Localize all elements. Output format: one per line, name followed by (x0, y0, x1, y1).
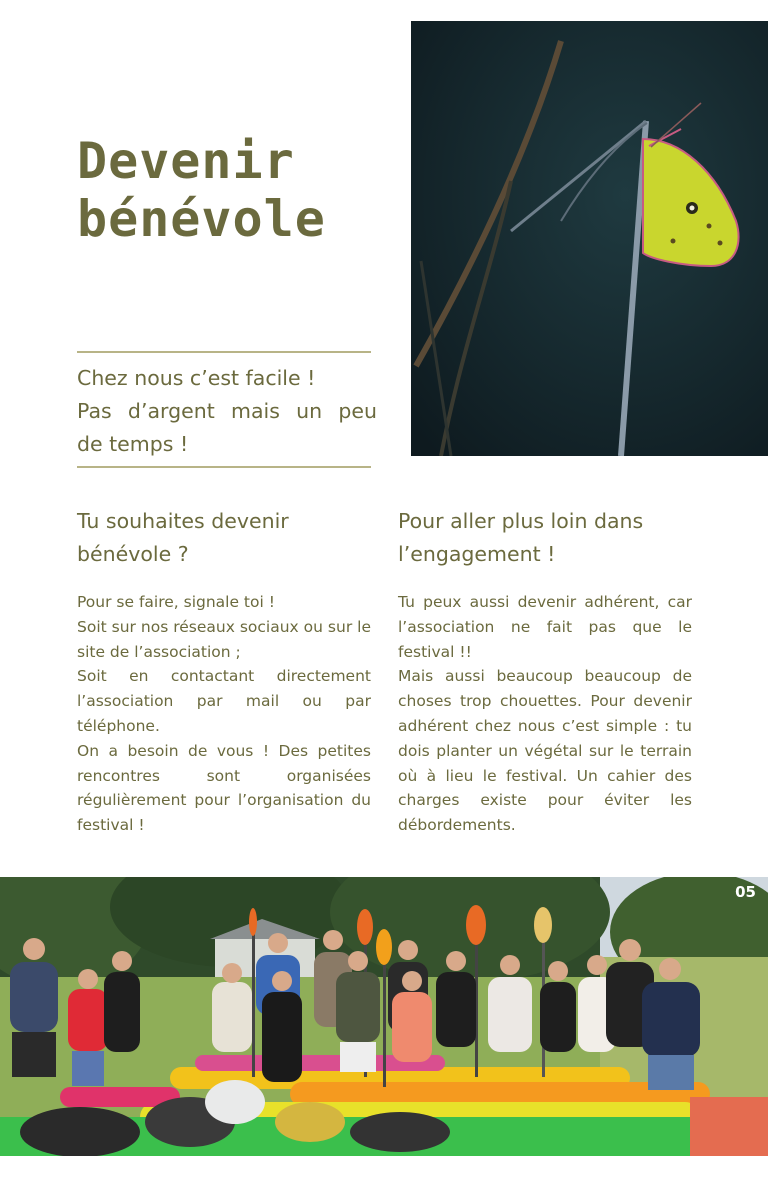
page-number: 05 (735, 883, 756, 901)
title-line-2: bénévole (77, 190, 326, 248)
divider-bottom (77, 466, 371, 468)
tagline-line-3: de temps ! (77, 432, 189, 456)
divider-top (77, 351, 371, 353)
left-column (77, 505, 371, 838)
right-column-heading: Pour aller plus loin dans l’engagement ! (398, 509, 644, 566)
right-column (398, 505, 692, 838)
tagline (77, 362, 377, 461)
butterfly-photo (411, 21, 768, 456)
tagline-line-2: Pas d’argent mais un peu (77, 399, 377, 423)
left-column-body: Pour se faire, signale toi ! Soit sur nos réseaux sociaux ou sur le site de l’association ; Soit en contactant directement l’association par mail ou par téléphone. On a besoin de vous ! Des petites rencontres sont organisées régulièrement pour l’organisation du festival ! (77, 593, 371, 835)
title-line-1: Devenir (77, 132, 295, 190)
left-column-heading: Tu souhaites devenir bénévole ? (77, 509, 289, 566)
volunteers-group-photo (0, 877, 768, 1156)
page-title (77, 132, 326, 248)
right-column-body: Tu peux aussi devenir adhérent, car l’association ne fait pas que le festival !! Mais aussi beaucoup beaucoup de choses trop chouettes. Pour devenir adhérent chez nous c’est simple : tu dois planter un végétal sur le terrain où à lieu le festival. Un cahier des charges existe pour éviter les débordements. (398, 593, 692, 835)
tagline-line-1: Chez nous c’est facile ! (77, 366, 316, 390)
